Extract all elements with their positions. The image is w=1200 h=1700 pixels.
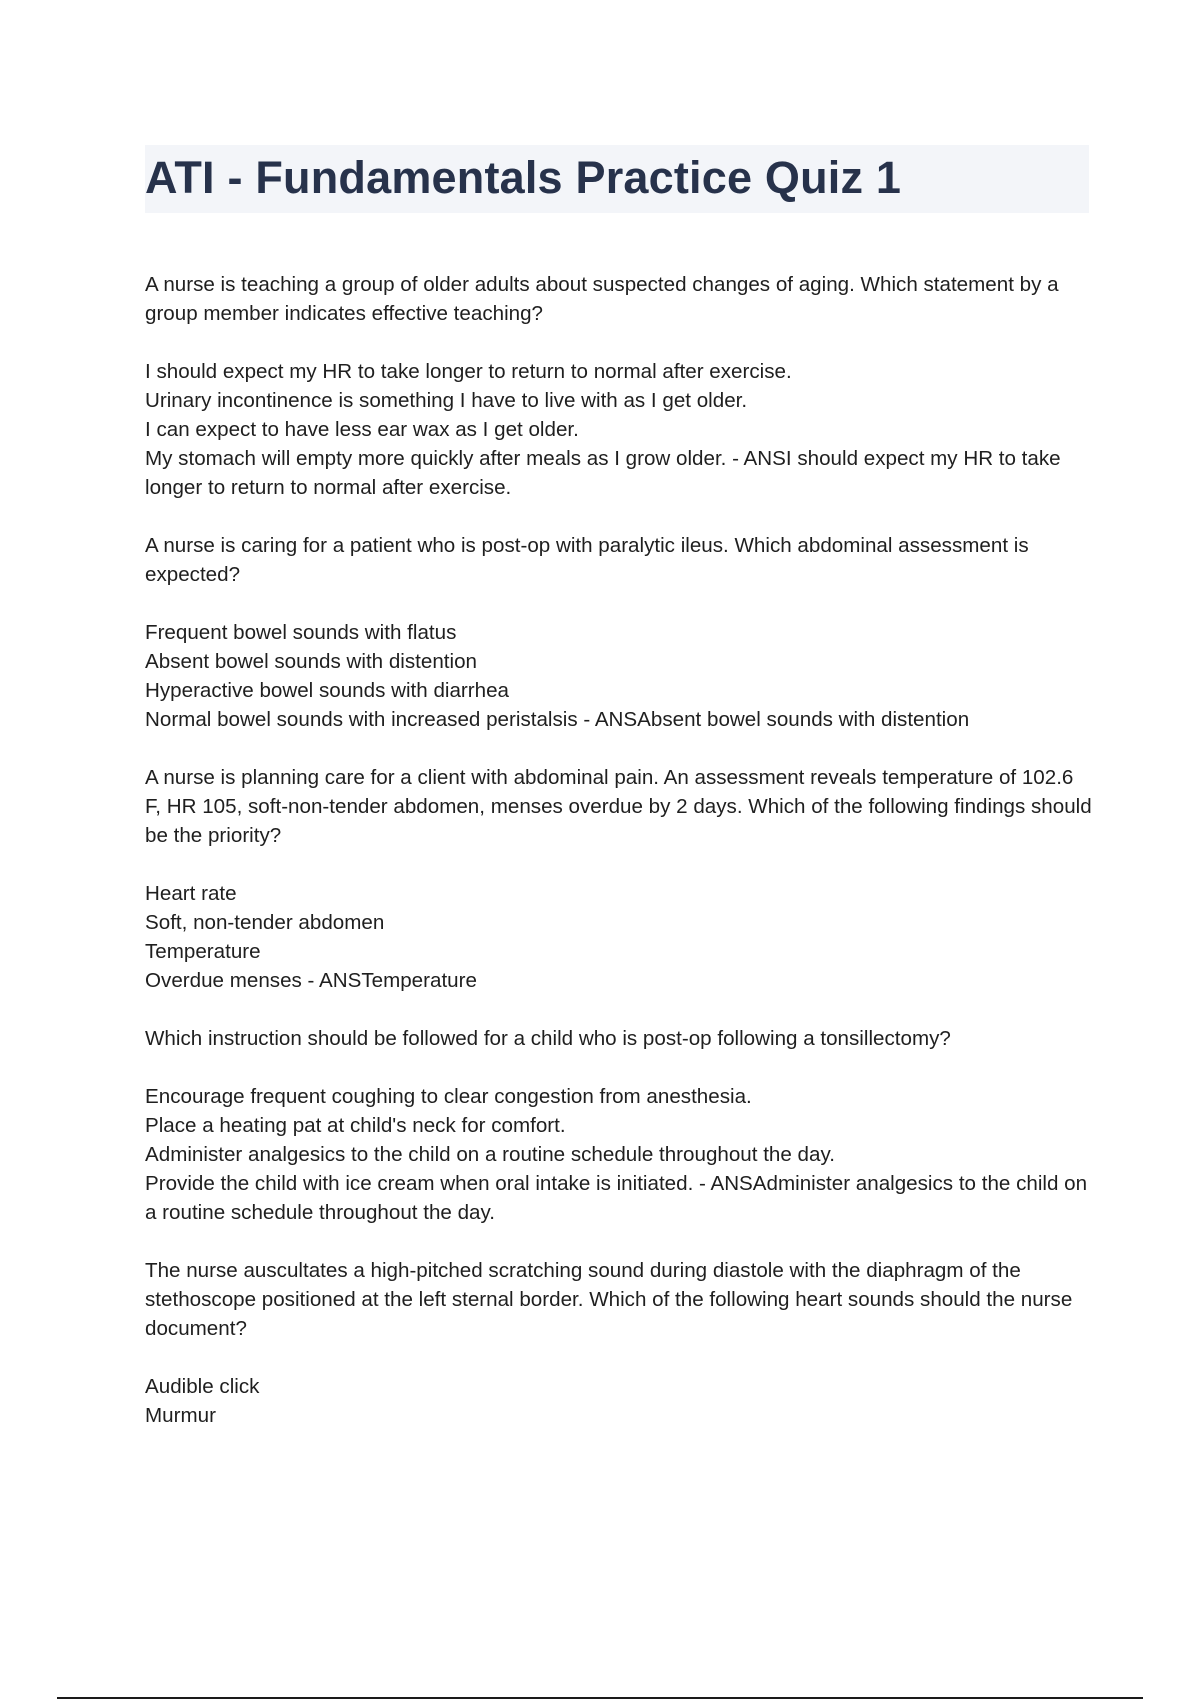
document-body <box>145 270 1095 1459</box>
answer-options <box>145 1082 1095 1227</box>
page-title: ATI - Fundamentals Practice Quiz 1 <box>145 152 902 203</box>
answer-option: I can expect to have less ear wax as I get older. <box>145 418 579 441</box>
answer-options <box>145 1372 1095 1430</box>
question-block-4 <box>145 1024 1095 1227</box>
question-text: The nurse auscultates a high-pitched scratching sound during diastole with the diaphragm of the stethoscope positioned at the left sternal border. Which of the following heart sounds should the nurse document? <box>145 1259 1073 1340</box>
answer-option: Heart rate <box>145 882 237 905</box>
answer-option: Soft, non-tender abdomen <box>145 911 385 934</box>
answer-option: Temperature <box>145 940 261 963</box>
question-block-1 <box>145 270 1095 502</box>
answer-option: Administer analgesics to the child on a routine schedule throughout the day. <box>145 1143 835 1166</box>
answer-options <box>145 618 1095 734</box>
answer-option-with-key: My stomach will empty more quickly after meals as I grow older. - ANSI should expect my HR to take longer to return to normal after exercise. <box>145 447 1061 499</box>
answer-option: I should expect my HR to take longer to return to normal after exercise. <box>145 360 792 383</box>
answer-option: Murmur <box>145 1404 216 1427</box>
answer-option: Urinary incontinence is something I have to live with as I get older. <box>145 389 748 412</box>
title-banner <box>145 145 1089 213</box>
question-block-3 <box>145 763 1095 995</box>
answer-options <box>145 357 1095 502</box>
answer-option: Hyperactive bowel sounds with diarrhea <box>145 679 510 702</box>
answer-option-with-key: Provide the child with ice cream when oral intake is initiated. - ANSAdminister analgesics to the child on a routine schedule throughout the day. <box>145 1172 1088 1224</box>
answer-option: Absent bowel sounds with distention <box>145 650 477 673</box>
question-text: A nurse is teaching a group of older adults about suspected changes of aging. Which statement by a group member indicates effective teaching? <box>145 273 1059 325</box>
answer-options <box>145 879 1095 995</box>
question-block-2 <box>145 531 1095 734</box>
question-text: A nurse is caring for a patient who is post-op with paralytic ileus. Which abdominal assessment is expected? <box>145 534 1029 586</box>
answer-option: Place a heating pat at child's neck for comfort. <box>145 1114 566 1137</box>
answer-option: Frequent bowel sounds with flatus <box>145 621 457 644</box>
question-text: Which instruction should be followed for a child who is post-op following a tonsillectomy? <box>145 1027 951 1050</box>
answer-option: Audible click <box>145 1375 260 1398</box>
answer-option: Encourage frequent coughing to clear congestion from anesthesia. <box>145 1085 752 1108</box>
answer-option-with-key: Normal bowel sounds with increased peristalsis - ANSAbsent bowel sounds with distention <box>145 708 970 731</box>
question-block-5 <box>145 1256 1095 1430</box>
page-footer-rule <box>57 1697 1143 1699</box>
answer-option-with-key: Overdue menses - ANSTemperature <box>145 969 477 992</box>
question-text: A nurse is planning care for a client with abdominal pain. An assessment reveals temperature of 102.6 F, HR 105, soft-non-tender abdomen, menses overdue by 2 days. Which of the following findings should be the priority? <box>145 766 1092 847</box>
